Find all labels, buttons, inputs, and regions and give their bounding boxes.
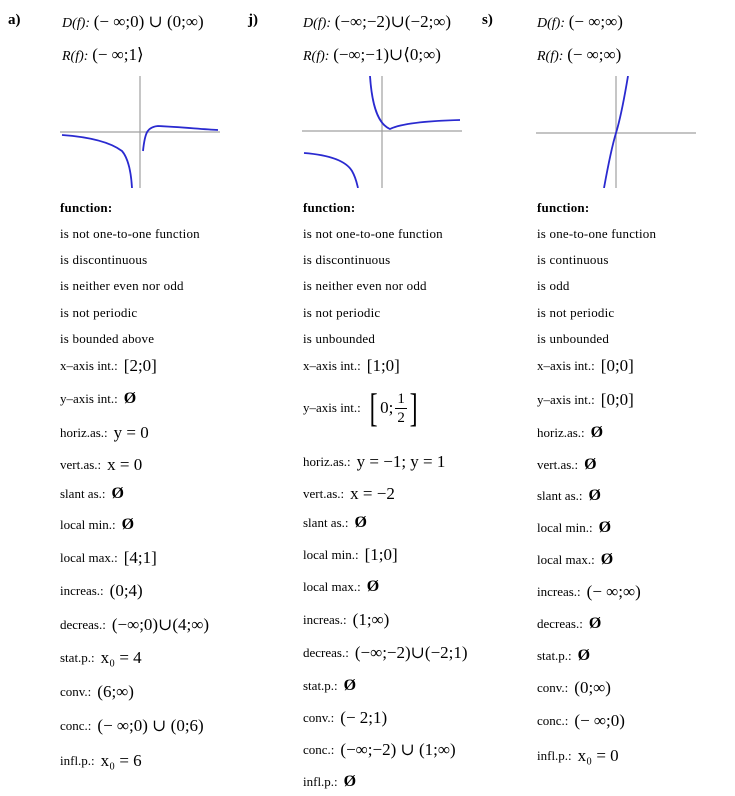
property: is neither even nor odd: [303, 278, 427, 293]
row-value: (− ∞;∞): [586, 582, 641, 601]
row-value: Ø: [588, 487, 601, 504]
range-label: R(f):: [62, 49, 89, 64]
row-key: local max.:: [537, 552, 595, 567]
row-key: slant as.:: [60, 486, 106, 501]
property: is one-to-one function: [537, 226, 657, 241]
row-value: [4;1]: [123, 548, 157, 567]
row-value: (6;∞): [97, 682, 134, 701]
property: is odd: [537, 278, 570, 293]
row-key: x–axis int.:: [537, 358, 595, 373]
inflection-point-row: [303, 773, 356, 791]
row-value: [1;0]: [366, 356, 400, 375]
domain-label: D(f):: [62, 16, 90, 31]
row-key: horiz.as.:: [537, 425, 585, 440]
increasing-row: [60, 581, 143, 601]
row-value: x₀ = 6: [100, 751, 142, 770]
y-intercept-row: [60, 390, 136, 408]
local-max-row: [60, 548, 157, 568]
row-value: y = 0: [113, 423, 149, 442]
row-value: Ø: [598, 519, 612, 536]
row-key: horiz.as.:: [303, 454, 351, 469]
increasing-row: [303, 610, 389, 630]
domain-value: (− ∞;0) ∪ (0;∞): [93, 12, 204, 31]
local-min-row: [537, 519, 611, 537]
domain-label: D(f):: [303, 16, 331, 31]
row-key: infl.p.:: [60, 753, 95, 768]
column-tag: a): [8, 12, 21, 28]
row-key: slant as.:: [303, 515, 349, 530]
row-key: horiz.as.:: [60, 425, 108, 440]
property: is not one-to-one function: [303, 226, 443, 241]
row-key: conc.:: [60, 718, 92, 733]
range-line: [537, 45, 621, 65]
row-key: slant as.:: [537, 488, 583, 503]
row-key: local min.:: [60, 517, 116, 532]
increasing-row: [537, 582, 641, 602]
decreasing-row: [60, 615, 209, 635]
decreasing-row: [303, 643, 468, 663]
curve-left: [62, 135, 132, 188]
function-graph: [60, 76, 220, 188]
function-graph: [536, 76, 696, 188]
row-value: Ø: [343, 773, 357, 790]
property: is not one-to-one function: [60, 226, 200, 241]
slant-asymptote-row: [537, 487, 601, 505]
curve-left: [304, 153, 358, 188]
row-value: (− ∞;0) ∪ (0;6): [97, 716, 204, 735]
row-key: x–axis int.:: [60, 358, 118, 373]
row-key: increas.:: [60, 583, 104, 598]
row-key: conv.:: [60, 684, 92, 699]
row-key: y–axis int.:: [303, 400, 361, 415]
row-key: y–axis int.:: [60, 391, 118, 406]
row-key: infl.p.:: [303, 774, 338, 789]
row-value: x = 0: [107, 455, 143, 474]
row-key: local min.:: [303, 547, 359, 562]
row-value: [0;0]: [600, 356, 634, 375]
properties-heading: function:: [537, 200, 590, 215]
domain-value: (−∞;−2)∪(−2;∞): [334, 12, 452, 31]
x-intercept-row: [60, 356, 157, 376]
row-key: x–axis int.:: [303, 358, 361, 373]
property: is unbounded: [303, 331, 376, 346]
row-value: Ø: [577, 647, 591, 664]
row-value: Ø: [123, 390, 137, 407]
row-value: x = −2: [350, 484, 395, 503]
row-key: increas.:: [537, 584, 581, 599]
fraction-numerator: 1: [397, 390, 405, 407]
range-value: (− ∞;∞): [567, 45, 622, 64]
property: is not periodic: [537, 305, 615, 320]
row-key: vert.as.:: [60, 457, 102, 472]
decreasing-row: [537, 615, 601, 633]
convex-row: [60, 682, 134, 702]
property: is unbounded: [537, 331, 610, 346]
properties-heading: function:: [60, 200, 113, 215]
property: is not periodic: [60, 305, 138, 320]
stationary-point-row: [537, 647, 590, 665]
row-key: increas.:: [303, 612, 347, 627]
row-value: (− ∞;0): [574, 711, 625, 730]
row-value: Ø: [600, 551, 614, 568]
x-intercept-row: [537, 356, 634, 376]
vertical-asymptote-row: [303, 484, 395, 504]
vertical-asymptote-row: [60, 455, 142, 475]
row-value: Ø: [111, 485, 124, 502]
row-value: (−∞;−2)∪(−2;1): [354, 643, 468, 662]
row-value: [2;0]: [123, 356, 157, 375]
properties-heading: function:: [303, 200, 356, 215]
row-value: Ø: [584, 456, 597, 473]
row-key: vert.as.:: [537, 457, 579, 472]
row-value: Ø: [366, 578, 380, 595]
horizontal-asymptote-row: [60, 423, 149, 443]
property: is bounded above: [60, 331, 155, 346]
row-key: stat.p.:: [60, 650, 95, 665]
row-value: [0;0]: [600, 390, 634, 409]
column-tag: j): [248, 12, 258, 28]
fraction: [395, 390, 407, 427]
column-tag: s): [482, 12, 493, 28]
domain-line: [62, 12, 204, 32]
curve-right: [370, 76, 460, 129]
row-key: stat.p.:: [303, 678, 338, 693]
domain-line: [537, 12, 623, 32]
local-max-row: [303, 578, 379, 596]
function-graph: [302, 76, 462, 188]
convex-row: [303, 708, 387, 728]
right-bracket: ]: [409, 385, 418, 430]
row-value: (0;∞): [574, 678, 611, 697]
y-intercept-row: [303, 385, 420, 430]
concave-row: [60, 716, 204, 736]
range-value: (−∞;−1)∪⟨0;∞): [333, 45, 441, 64]
row-key: y–axis int.:: [537, 392, 595, 407]
convex-row: [537, 678, 611, 698]
domain-label: D(f):: [537, 16, 565, 31]
curve-right: [143, 126, 218, 151]
local-min-row: [60, 516, 134, 534]
row-key: local max.:: [303, 579, 361, 594]
row-value: (0;4): [109, 581, 143, 600]
row-value: x₀ = 4: [100, 648, 142, 667]
concave-row: [537, 711, 625, 731]
row-value: y = −1; y = 1: [356, 452, 446, 471]
row-key: decreas.:: [303, 645, 349, 660]
row-key: stat.p.:: [537, 648, 572, 663]
row-value: (1;∞): [352, 610, 390, 629]
local-max-row: [537, 551, 613, 569]
row-key: decreas.:: [60, 617, 106, 632]
range-line: [62, 45, 144, 65]
left-bracket: [: [369, 385, 378, 430]
stationary-point-row: [60, 648, 142, 668]
x-intercept-row: [303, 356, 400, 376]
property: is discontinuous: [60, 252, 148, 267]
row-value: Ø: [590, 424, 604, 441]
horizontal-asymptote-row: [303, 452, 445, 472]
local-min-row: [303, 545, 398, 565]
row-value: (−∞;0)∪(4;∞): [111, 615, 210, 634]
row-value: (− 2;1): [340, 708, 388, 727]
row-key: infl.p.:: [537, 748, 572, 763]
row-key: vert.as.:: [303, 486, 345, 501]
property: is discontinuous: [303, 252, 391, 267]
inflection-point-row: [60, 751, 142, 771]
range-value: (− ∞;1⟩: [92, 45, 144, 64]
slant-asymptote-row: [303, 514, 367, 532]
row-value: Ø: [121, 516, 135, 533]
inflection-point-row: [537, 746, 619, 766]
horizontal-asymptote-row: [537, 424, 603, 442]
row-value: x₀ = 0: [577, 746, 619, 765]
range-label: R(f):: [303, 49, 330, 64]
row-value: (−∞;−2) ∪ (1;∞): [340, 740, 456, 759]
property: is not periodic: [303, 305, 381, 320]
property: is continuous: [537, 252, 609, 267]
concave-row: [303, 740, 456, 760]
row-value: Ø: [343, 677, 357, 694]
row-key: local max.:: [60, 550, 118, 565]
fraction-prefix: 0;: [380, 398, 394, 417]
row-value: [1;0]: [364, 545, 398, 564]
fraction-denominator: 2: [397, 409, 405, 426]
vertical-asymptote-row: [537, 456, 597, 474]
stationary-point-row: [303, 677, 356, 695]
domain-line: [303, 12, 451, 32]
row-key: conv.:: [303, 710, 335, 725]
range-line: [303, 45, 441, 65]
row-key: decreas.:: [537, 616, 583, 631]
row-value: Ø: [354, 514, 367, 531]
y-intercept-row: [537, 390, 634, 410]
domain-value: (− ∞;∞): [568, 12, 623, 31]
row-key: conc.:: [303, 742, 335, 757]
row-key: local min.:: [537, 520, 593, 535]
property: is neither even nor odd: [60, 278, 184, 293]
slant-asymptote-row: [60, 485, 124, 503]
y-intercept-value: [367, 385, 420, 430]
row-key: conc.:: [537, 713, 569, 728]
range-label: R(f):: [537, 49, 564, 64]
row-key: conv.:: [537, 680, 569, 695]
row-value: Ø: [588, 615, 602, 632]
